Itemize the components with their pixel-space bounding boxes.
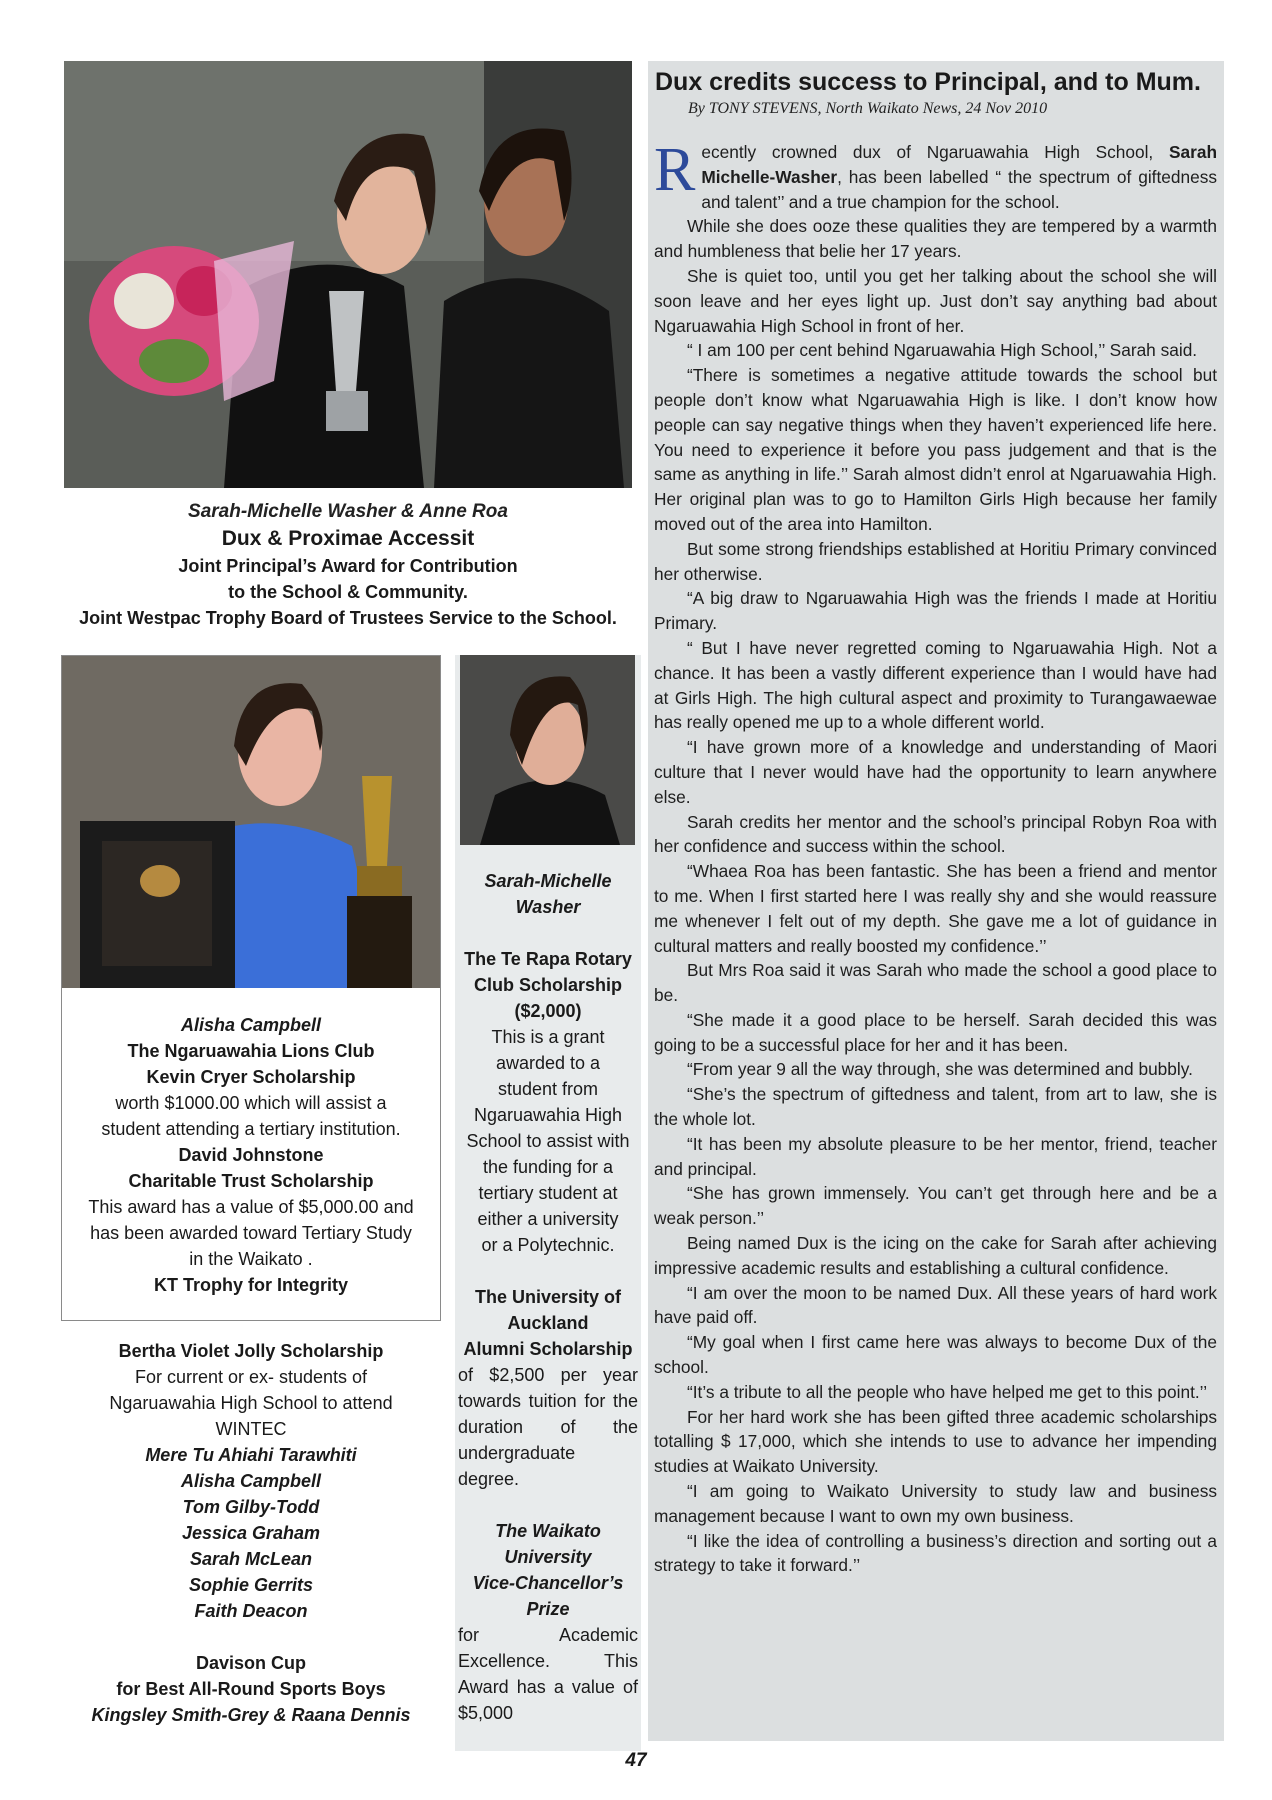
article-paragraph: “She made it a good place to be herself. Sarah decided this was going to be a successful place for her and it has been. — [654, 1009, 1217, 1055]
article-paragraph: But some strong friendships established at Horitiu Primary convinced her otherwise. — [654, 538, 1217, 584]
recipient-name: Alisha Campbell — [180, 1015, 322, 1035]
scholarship-title: Club Scholarship — [473, 975, 623, 995]
bertha-and-davison-section — [66, 1338, 436, 1728]
recipient-name: Mere Tu Ahiahi Tarawhiti — [145, 1445, 357, 1465]
photo-sarah-michelle-washer — [460, 655, 635, 845]
scholarship-title: The Te Rapa Rotary — [464, 949, 632, 969]
article-paragraph: “It’s a tribute to all the people who have helped me get to this point.’’ — [687, 1381, 1208, 1402]
article-paragraph: “There is sometimes a negative attitude towards the school but people don’t know what Ngaruawahia High is like. I don’t know how people can say negative things when they haven’t experienced life here. You need to experience it before you pass judgement and that is the same as anything in life.’’ Sarah almost didn’t enrol at Ngaruawahia High. Her original plan was to go to Hamilton Girls High because her family moved out of the area into Hamilton. — [654, 365, 1217, 534]
scholarship-desc: Ngaruawahia High — [473, 1105, 623, 1125]
scholarship-desc: either a university — [477, 1209, 619, 1229]
page-number: 47 — [625, 1750, 647, 1771]
alisha-award-text — [66, 1012, 436, 1298]
scholarship-title: The Ngaruawahia Lions Club — [127, 1041, 375, 1061]
top-photo-caption — [64, 498, 632, 631]
cup-title: Davison Cup — [195, 1653, 306, 1673]
scholarship-desc: Ngaruawahia High School to attend — [109, 1393, 393, 1413]
article-paragraph: “From year 9 all the way through, she was determined and bubbly. — [687, 1059, 1193, 1080]
scholarship-desc: This award has a value of $5,000.00 and — [88, 1197, 414, 1217]
drop-cap: R — [654, 136, 696, 204]
scholarship-desc: student attending a tertiary institution. — [101, 1119, 401, 1139]
article-paragraph: Sarah credits her mentor and the school’s principal Robyn Roa with her confidence and success within the school. — [654, 811, 1217, 857]
prize-title: University — [504, 1547, 592, 1567]
student-name: Sarah Michelle-Washer — [701, 142, 1217, 187]
scholarship-desc: awarded to a — [495, 1053, 601, 1073]
recipient-name: Alisha Campbell — [180, 1471, 322, 1491]
scholarship-desc: worth $1000.00 which will assist a — [115, 1093, 387, 1113]
scholarship-desc: School to assist with — [466, 1131, 630, 1151]
article-paragraph: “It has been my absolute pleasure to be her mentor, friend, teacher and principal. — [654, 1133, 1217, 1179]
recipient-name: Tom Gilby-Todd — [182, 1497, 320, 1517]
scholarship-desc: in the Waikato . — [189, 1249, 313, 1269]
article-paragraph: “A big draw to Ngaruawahia High was the friends I made at Horitiu Primary. — [654, 588, 1217, 634]
paragraph-text: , has been labelled “ the spectrum of giftedness and talent’’ and a true champion for the school. — [701, 166, 1217, 212]
article-paragraph: But Mrs Roa said it was Sarah who made the school a good place to be. — [654, 960, 1217, 1006]
cup-title: for Best All-Round Sports Boys — [116, 1679, 386, 1699]
sarah-scholarships-text — [455, 868, 641, 1726]
article-paragraph: While she does ooze these qualities they are tempered by a warmth and humbleness that belie her 17 years. — [654, 216, 1217, 262]
article-paragraph: “ But I have never regretted coming to Ngaruawahia High. Not a chance. It has been a vastly different experience than I would have had at Girls High. The high cultural aspect and proximity to Turangawaewae has really opened me up to a whole different world. — [654, 637, 1217, 733]
article-paragraph — [654, 136, 1217, 214]
scholarship-title: Bertha Violet Jolly Scholarship — [118, 1341, 384, 1361]
scholarship-title: Alumni Scholarship — [463, 1339, 633, 1359]
article-byline: By TONY STEVENS, North Waikato News, 24 Nov 2010 — [688, 100, 1048, 117]
scholarship-title: The University of — [474, 1287, 622, 1307]
scholarship-title: Charitable Trust Scholarship — [128, 1171, 374, 1191]
article-paragraph: “I like the idea of controlling a business’s direction and sorting out a strategy to take it forward.’’ — [654, 1530, 1217, 1576]
prize-title: Prize — [526, 1599, 570, 1619]
recipient-name: Sarah McLean — [189, 1549, 313, 1569]
article-paragraph: For her hard work she has been gifted three academic scholarships totalling $ 17,000, which she intends to use to advance her impending studies at Waikato University. — [654, 1406, 1217, 1477]
paragraph-text: ecently crowned dux of Ngaruawahia High School, — [701, 142, 1169, 162]
recipient-name: Sarah-Michelle — [484, 871, 612, 891]
recipient-name: Faith Deacon — [194, 1601, 308, 1621]
article-paragraph: “She has grown immensely. You can’t get through here and be a weak person.’’ — [654, 1183, 1217, 1229]
photo-alisha-campbell — [62, 656, 440, 988]
scholarship-title: David Johnstone — [178, 1145, 324, 1165]
scholarship-desc: This is a grant — [491, 1027, 605, 1047]
scholarship-title: Kevin Cryer Scholarship — [146, 1067, 356, 1087]
photo-sarah-and-anne — [64, 61, 632, 488]
scholarship-desc: For current or ex- students of — [134, 1367, 368, 1387]
article-title: Dux credits success to Principal, and to Mum. — [655, 68, 1201, 96]
recipient-name: Kingsley Smith-Grey & Raana Dennis — [91, 1705, 411, 1725]
caption-award-4: Joint Westpac Trophy Board of Trustees Service to the School. — [79, 608, 617, 628]
article-paragraph: “I am going to Waikato University to study law and business management because I want to own my own business. — [654, 1481, 1217, 1526]
prize-desc: for Academic Excellence. This Award has a value of $5,000 — [458, 1625, 638, 1723]
caption-award-1: Dux & Proximae Accessit — [221, 527, 475, 550]
article-paragraph: “ I am 100 per cent behind Ngaruawahia High School,’’ Sarah said. — [687, 340, 1198, 361]
scholarship-desc: WINTEC — [215, 1419, 287, 1439]
article-paragraph: She is quiet too, until you get her talking about the school she will soon leave and her eyes light up. Just don’t say anything bad about Ngaruawahia High School in front of her. — [654, 265, 1217, 336]
article-body — [654, 136, 1217, 1578]
article-paragraph: “I am over the moon to be named Dux. All these years of hard work have paid off. — [654, 1282, 1217, 1328]
article-paragraph: “I have grown more of a knowledge and understanding of Maori culture that I never would have had the opportunity to learn anywhere else. — [654, 737, 1217, 807]
scholarship-desc: student from — [497, 1079, 599, 1099]
article-paragraph: “She’s the spectrum of giftedness and talent, from art to law, she is the whole lot. — [654, 1084, 1217, 1130]
recipient-name: Jessica Graham — [181, 1523, 321, 1543]
scholarship-desc: has been awarded toward Tertiary Study — [90, 1223, 412, 1243]
scholarship-value: ($2,000) — [514, 1001, 582, 1021]
caption-award-2: Joint Principal’s Award for Contribution — [178, 556, 518, 576]
scholarship-desc: tertiary student at — [478, 1183, 618, 1203]
trophy-title: KT Trophy for Integrity — [153, 1275, 348, 1295]
scholarship-desc: of $2,500 per year towards tuition for the duration of the undergraduate degree. — [458, 1365, 638, 1489]
recipient-name: Washer — [515, 897, 581, 917]
prize-title: The Waikato — [495, 1521, 601, 1541]
scholarship-title: Auckland — [507, 1313, 589, 1333]
article-paragraph: Being named Dux is the icing on the cake for Sarah after achieving impressive academic results and establishing a cultural confidence. — [654, 1233, 1217, 1278]
prize-title: Vice-Chancellor’s — [472, 1573, 624, 1593]
recipient-name: Sophie Gerrits — [188, 1575, 314, 1595]
article-paragraph: “My goal when I first came here was always to become Dux of the school. — [654, 1332, 1217, 1378]
scholarship-desc: the funding for a — [482, 1157, 614, 1177]
scholarship-desc: or a Polytechnic. — [481, 1235, 615, 1255]
caption-award-3: to the School & Community. — [228, 582, 468, 602]
article-paragraph: “Whaea Roa has been fantastic. She has been a friend and mentor to me. When I first started here I was really shy and she would reassure me whenever I felt out of my depth. She gave me a lot of guidance in cultural matters and really boosted my confidence.’’ — [654, 861, 1217, 956]
caption-names: Sarah-Michelle Washer & Anne Roa — [188, 501, 508, 522]
